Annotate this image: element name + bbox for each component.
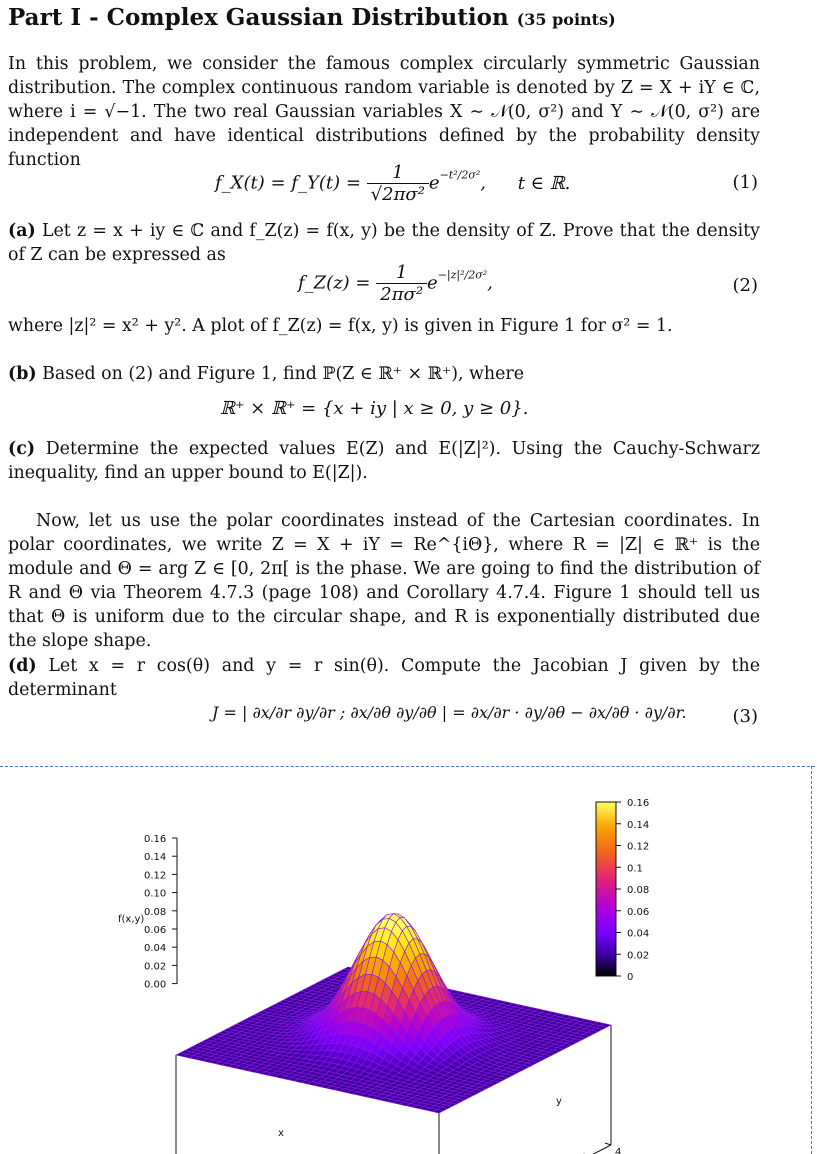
part-a-body: Let z = x + iy ∈ ℂ and f_Z(z) = f(x, y) be the density of Z. Prove that the density of Z can be expressed as [8, 221, 761, 265]
part-d-label: (d) [8, 656, 37, 676]
jacobian-equation: J = | ∂x/∂r ∂y/∂r ; ∂x/∂θ ∂y/∂θ | = ∂x/∂r · ∂y/∂θ − ∂x/∂θ · ∂y/∂r. [212, 703, 687, 722]
colorbar-tick-label: 0.08 [627, 885, 650, 896]
colorbar-tick-label: 0.02 [627, 950, 650, 962]
section-title [8, 4, 616, 31]
z-tick-label: 0.16 [144, 834, 167, 845]
eq2-den: 2πσ² [380, 284, 424, 305]
z-tick-label: 0.10 [144, 888, 167, 900]
z-tick-label: 0.06 [144, 925, 167, 936]
part-a-label: (a) [8, 221, 36, 241]
part-a-text [8, 219, 760, 267]
eq1-lhs: f_X(t) = f_Y(t) = [215, 172, 361, 194]
colorbar-tick-label: 0 [627, 972, 634, 983]
colorbar-tick-label: 0.14 [627, 819, 650, 831]
points-label: (35 points) [516, 10, 616, 29]
eq2-tag: (2) [732, 275, 758, 296]
z-tick-label: 0.00 [144, 979, 167, 991]
z-tick-label: 0.12 [144, 870, 167, 882]
colorbar-tick-label: 0.16 [627, 798, 650, 809]
part-d-text [8, 654, 760, 702]
z-tick-label: 0.08 [144, 906, 167, 918]
part-a-after: where |z|² = x² + y². A plot of f_Z(z) = f(x, y) is given in Figure 1 for σ² = 1. [8, 316, 673, 336]
intro-paragraph: In this problem, we consider the famous complex circularly symmetric Gaussian distribution. The complex continuous random variable is denoted by Z = X + iY ∈ ℂ, where i = √−1. The two real Gaussian variables X ∼ 𝒩(0, σ²) and Y ∼ 𝒩(0, σ²) are independent and have identical distributions defined by the probability density function [8, 54, 760, 170]
part-b-label: (b) [8, 364, 37, 384]
eq2-exp: −|z|²/2σ² [437, 268, 488, 282]
surface-plot [0, 766, 812, 1154]
x-axis-label: x [278, 1128, 284, 1139]
eq1-num: 1 [367, 162, 429, 184]
eq2-num: 1 [376, 262, 427, 284]
part-b-equation: ℝ⁺ × ℝ⁺ = {x + iy | x ≥ 0, y ≥ 0}. [220, 398, 529, 419]
eq2-fraction [376, 262, 427, 305]
colorbar [596, 802, 616, 976]
eq1-tag: (1) [732, 172, 758, 193]
box-edge [439, 1145, 611, 1154]
z-tick-label: 0.02 [144, 961, 167, 973]
y-axis-label: y [556, 1096, 562, 1107]
eq2-lhs: f_Z(z) = [298, 272, 371, 294]
z-axis-label: f(x,y) [118, 914, 145, 925]
eq1-cond: t ∈ ℝ. [517, 172, 571, 194]
y-tick-label: 4 [615, 1147, 622, 1154]
equation-1: f_X(t) = f_Y(t) = $\frac{1}{\text{√2πσ²}}$ $e^{-t^2/2\sigma^2}$, t ∈ ℝ. [215, 162, 571, 205]
part-d-body: Let x = r cos(θ) and y = r sin(θ). Compute the Jacobian J given by the determinant [8, 656, 760, 700]
eq1-exp: −t²/2σ² [439, 168, 481, 182]
y-tick-mark [605, 1143, 611, 1145]
part-c-body: Determine the expected values E(Z) and E(|Z|²). Using the Cauchy-Schwarz inequality, find an upper bound to E(|Z|). [8, 439, 761, 483]
part-c-label: (c) [8, 439, 36, 459]
colorbar-tick-label: 0.04 [627, 928, 650, 940]
eq3-tag: (3) [732, 706, 758, 727]
eq1-den: √2πσ² [370, 184, 425, 205]
part-b-text [8, 362, 760, 386]
colorbar-tick-label: 0.1 [627, 863, 643, 875]
part-c-text [8, 437, 760, 485]
polar-paragraph: Now, let us use the polar coordinates instead of the Cartesian coordinates. In polar coordinates, we write Z = X + iY = Re^{iΘ}, where R = |Z| ∈ ℝ⁺ is the module and Θ = arg Z ∈ [0, 2π[ is the phase. We are going to find the distribution of R and Θ via Theorem 4.7.3 (page 108) and Corollary 4.7.4. Figure 1 should tell us that Θ is uniform due to the circular shape, and R is exponentially distributed due the slope shape. [8, 511, 760, 651]
eq1-fraction [367, 162, 429, 205]
title-text: Part I - Complex Gaussian Distribution [8, 4, 509, 31]
colorbar-tick-label: 0.12 [627, 841, 650, 853]
equation-2: f_Z(z) = $\frac{1}{\text{2πσ²}}$ $e^{-|z|^2/2\sigma^2}$, [298, 262, 493, 305]
z-tick-label: 0.14 [144, 852, 167, 864]
z-tick-label: 0.04 [144, 943, 167, 955]
colorbar-tick-label: 0.06 [627, 906, 650, 918]
part-b-body: Based on (2) and Figure 1, find ℙ(Z ∈ ℝ⁺ × ℝ⁺), where [42, 364, 525, 384]
